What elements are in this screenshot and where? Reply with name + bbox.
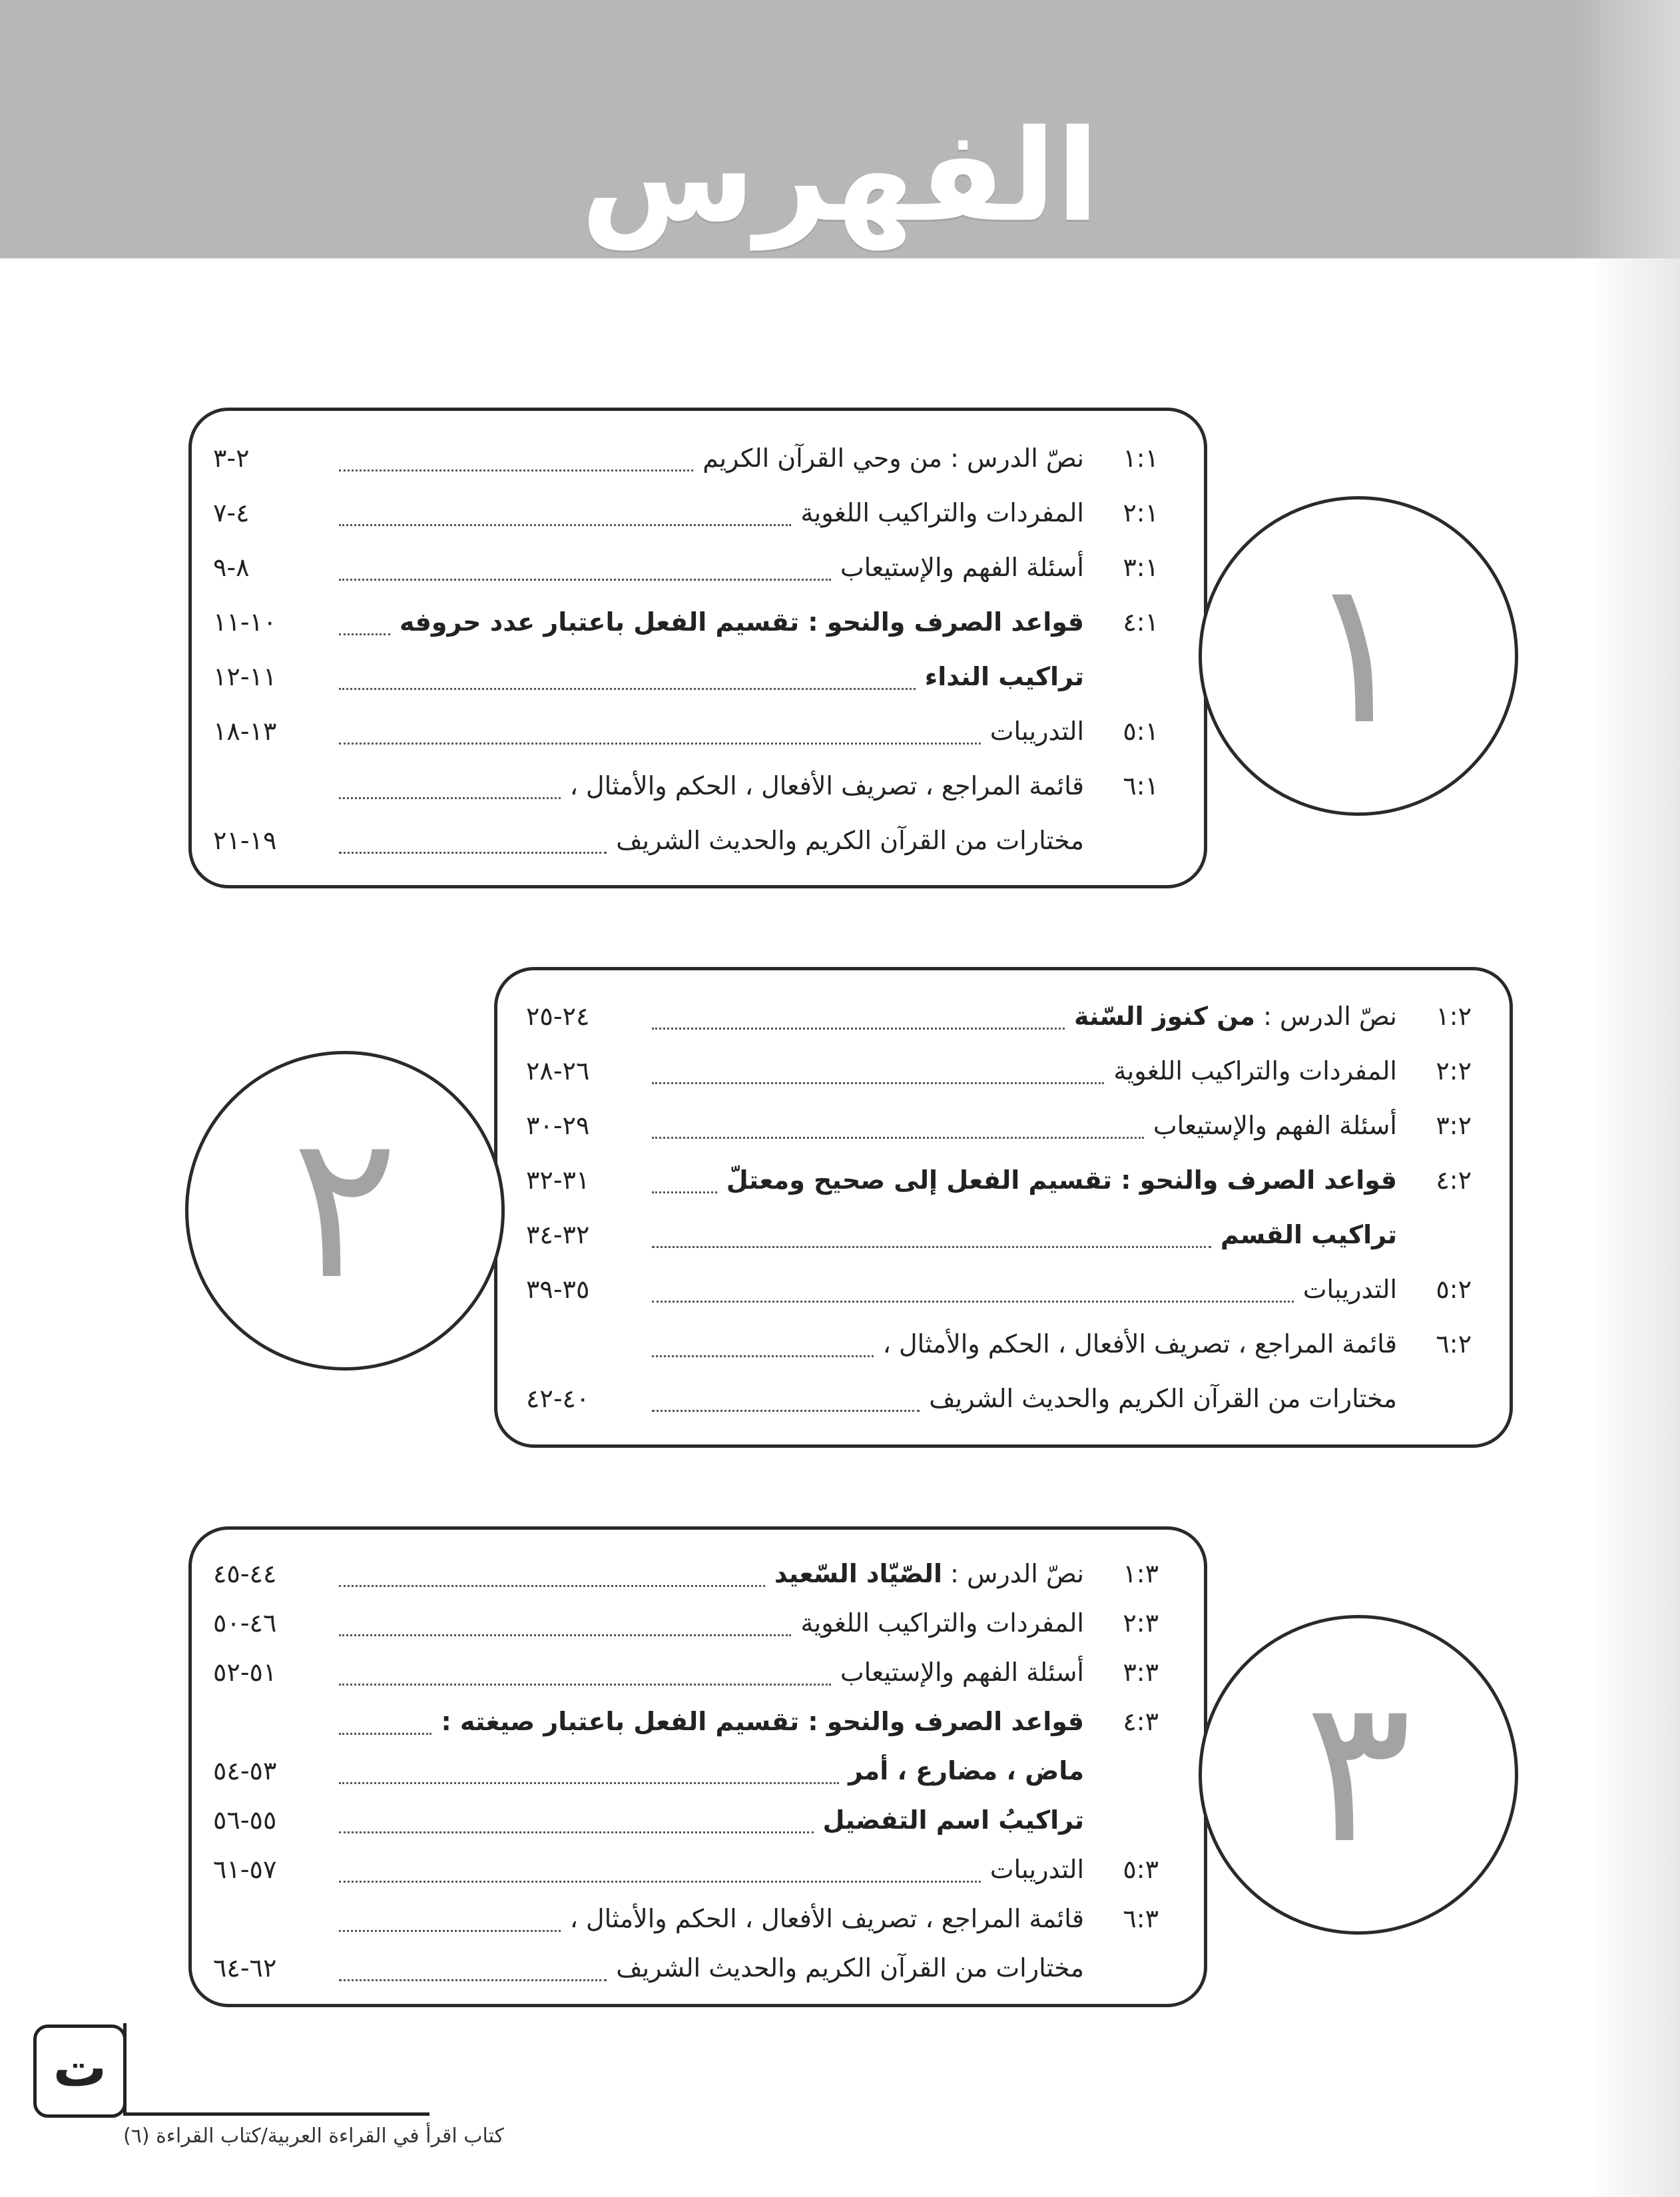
dot-leader: [652, 1082, 1104, 1084]
toc-row-title: التدريبات: [1302, 1275, 1397, 1304]
dot-leader: [339, 1733, 431, 1735]
toc-row-title: المفردات والتراكيب اللغوية: [1113, 1056, 1397, 1086]
toc-row-pages: ٨-٩: [213, 553, 250, 582]
unit-1-number: ١: [1304, 536, 1412, 769]
toc-row-number: ٥:١: [1123, 717, 1159, 746]
toc-row-pages: ٢-٣: [213, 444, 250, 473]
toc-row-title: أسئلة الفهم والإستيعاب: [840, 553, 1084, 582]
footer-caption: كتاب اقرأ في القراءة العربية/كتاب القراءة (٦): [123, 2124, 504, 2148]
toc-row-number: ٥:٢: [1436, 1275, 1472, 1304]
dot-leader: [339, 579, 831, 581]
toc-row-pages: ٥٧-٦١: [213, 1855, 277, 1884]
toc-row-title: مختارات من القرآن الكريم والحديث الشريف: [616, 826, 1084, 855]
unit-2-circle: [185, 1051, 505, 1371]
toc-row-pages: ١٩-٢١: [213, 826, 277, 855]
dot-leader: [652, 1137, 1144, 1139]
toc-row-pages: ١٣-١٨: [213, 717, 277, 746]
toc-row-number: ٣:٢: [1436, 1111, 1472, 1140]
dot-leader: [339, 852, 607, 854]
toc-row: [213, 1893, 1159, 1944]
toc-row-number: ١:١: [1123, 444, 1159, 473]
toc-row: [213, 433, 1159, 483]
toc-row-pages: ٤٦-٥٠: [213, 1608, 277, 1638]
toc-row-title: قائمة المراجع ، تصريف الأفعال ، الحكم والأمثال ،: [569, 771, 1084, 800]
dot-leader: [339, 743, 981, 745]
dot-leader: [652, 1355, 874, 1357]
toc-row: [213, 1696, 1159, 1747]
toc-row: [213, 706, 1159, 757]
toc-row-number: ٦:١: [1123, 771, 1159, 800]
dot-leader: [339, 1634, 791, 1636]
toc-row-pages: ٥٥-٥٦: [213, 1805, 277, 1835]
page-edge-shade: [1598, 0, 1680, 2197]
dot-leader: [339, 688, 916, 690]
toc-row-number: ٦:٣: [1123, 1904, 1159, 1933]
toc-row-title: نصّ الدرس : الصّيّاد السّعيد: [774, 1559, 1084, 1588]
toc-row: [213, 597, 1159, 647]
toc-row: [213, 1795, 1159, 1845]
toc-row: [213, 1548, 1159, 1599]
toc-row-title: قائمة المراجع ، تصريف الأفعال ، الحكم والأمثال ،: [882, 1329, 1397, 1359]
dot-leader: [339, 524, 791, 526]
dot-leader: [339, 470, 693, 471]
unit-2-number: ٢: [291, 1091, 399, 1323]
toc-row-title: التدريبات: [989, 1855, 1084, 1884]
toc-row-title: نصّ الدرس : من وحي القرآن الكريم: [702, 444, 1084, 473]
toc-row-pages: ٢٩-٣٠: [526, 1111, 590, 1140]
dot-leader: [652, 1246, 1211, 1248]
dot-leader: [339, 1585, 765, 1587]
toc-row-title: ماض ، مضارع ، أمر: [848, 1756, 1084, 1785]
toc-row: [526, 1209, 1472, 1260]
dot-leader: [652, 1028, 1065, 1030]
footer-tick: [123, 2023, 127, 2114]
toc-row-number: ٢:٣: [1123, 1608, 1159, 1638]
toc-row-number: ٤:٣: [1123, 1707, 1159, 1736]
toc-row-title: قائمة المراجع ، تصريف الأفعال ، الحكم والأمثال ،: [569, 1904, 1084, 1933]
toc-row-title-bold: الصّيّاد السّعيد: [774, 1559, 942, 1588]
toc-row: [213, 815, 1159, 866]
toc-row-pages: ٣٢-٣٤: [526, 1220, 590, 1249]
unit-3-number: ٣: [1304, 1655, 1412, 1887]
toc-row-title: تراكيبُ اسم التفضيل: [822, 1805, 1084, 1835]
dot-leader: [339, 1684, 831, 1686]
toc-row-pages: ٥٣-٥٤: [213, 1756, 277, 1785]
toc-row-pages: ٣٥-٣٩: [526, 1275, 590, 1304]
toc-row-pages: ٥١-٥٢: [213, 1658, 277, 1687]
toc-row-number: ٦:٢: [1436, 1329, 1472, 1359]
toc-row: [526, 991, 1472, 1042]
dot-leader: [339, 1831, 814, 1833]
toc-row-title: أسئلة الفهم والإستيعاب: [1153, 1111, 1397, 1140]
toc-row-title: مختارات من القرآن الكريم والحديث الشريف: [929, 1384, 1397, 1413]
toc-row: [213, 1943, 1159, 1993]
toc-row-title-bold: من كنوز السّنة: [1073, 1002, 1255, 1031]
toc-row-number: ٢:٢: [1436, 1056, 1472, 1086]
toc-row-title: أسئلة الفهم والإستيعاب: [840, 1658, 1084, 1687]
toc-row-title: نصّ الدرس : من كنوز السّنة: [1073, 1002, 1397, 1031]
dot-leader: [339, 797, 561, 799]
toc-row-number: ٣:١: [1123, 553, 1159, 582]
unit-3-circle: [1199, 1615, 1518, 1935]
toc-row: [213, 487, 1159, 538]
dot-leader: [652, 1301, 1294, 1303]
toc-row-title: قواعد الصرف والنحو : تقسيم الفعل إلى صحيح ومعتلّ: [726, 1165, 1397, 1195]
toc-row: [526, 1319, 1472, 1369]
toc-row: [213, 1647, 1159, 1698]
toc-row: [213, 761, 1159, 811]
dot-leader: [339, 1782, 839, 1784]
toc-row-pages: ٤٤-٤٥: [213, 1559, 277, 1588]
toc-row-title: قواعد الصرف والنحو : تقسيم الفعل باعتبار عدد حروفه: [399, 607, 1084, 637]
toc-row-number: ١:٢: [1436, 1002, 1472, 1031]
toc-row-title: تراكيب القسم: [1220, 1220, 1397, 1249]
unit-1-circle: [1199, 496, 1518, 816]
page-number-box: [33, 2025, 127, 2118]
toc-row-title: المفردات والتراكيب اللغوية: [800, 498, 1084, 527]
toc-row-pages: ٦٢-٦٤: [213, 1953, 277, 1983]
dot-leader: [652, 1410, 920, 1412]
toc-row-title: التدريبات: [989, 717, 1084, 746]
toc-row-title: قواعد الصرف والنحو : تقسيم الفعل باعتبار صيغته :: [441, 1707, 1084, 1736]
toc-row: [526, 1046, 1472, 1096]
toc-row-pages: ٣١-٣٢: [526, 1165, 590, 1195]
toc-row: [213, 1745, 1159, 1796]
footer-rule: [123, 2112, 429, 2116]
toc-row: [213, 1598, 1159, 1648]
toc-row-number: ٤:٢: [1436, 1165, 1472, 1195]
toc-row: [526, 1100, 1472, 1151]
toc-row-pages: ٤-٧: [213, 498, 250, 527]
toc-row-pages: ١٠-١١: [213, 607, 277, 637]
dot-leader: [339, 1930, 561, 1932]
toc-row: [213, 651, 1159, 702]
toc-row-pages: ٢٦-٢٨: [526, 1056, 590, 1086]
toc-row-number: ٢:١: [1123, 498, 1159, 527]
toc-row: [526, 1155, 1472, 1205]
toc-row-number: ١:٣: [1123, 1559, 1159, 1588]
dot-leader: [339, 1881, 981, 1883]
toc-row: [526, 1264, 1472, 1315]
toc-row-number: ٣:٣: [1123, 1658, 1159, 1687]
page-title: الفهرس: [580, 103, 1100, 250]
toc-row: [213, 1844, 1159, 1895]
toc-row-number: ٤:١: [1123, 607, 1159, 637]
dot-leader: [339, 1979, 607, 1981]
dot-leader: [339, 633, 390, 635]
toc-row-title: مختارات من القرآن الكريم والحديث الشريف: [616, 1953, 1084, 1983]
dot-leader: [652, 1191, 717, 1193]
toc-row-title: المفردات والتراكيب اللغوية: [800, 1608, 1084, 1638]
toc-row-title: تراكيب النداء: [924, 662, 1084, 691]
toc-row-number: ٥:٣: [1123, 1855, 1159, 1884]
page-number: ت: [53, 2037, 107, 2098]
toc-row: [526, 1373, 1472, 1424]
toc-row-pages: ١١-١٢: [213, 662, 277, 691]
toc-row: [213, 542, 1159, 593]
toc-row-pages: ٤٠-٤٢: [526, 1384, 590, 1413]
toc-row-pages: ٢٤-٢٥: [526, 1002, 590, 1031]
